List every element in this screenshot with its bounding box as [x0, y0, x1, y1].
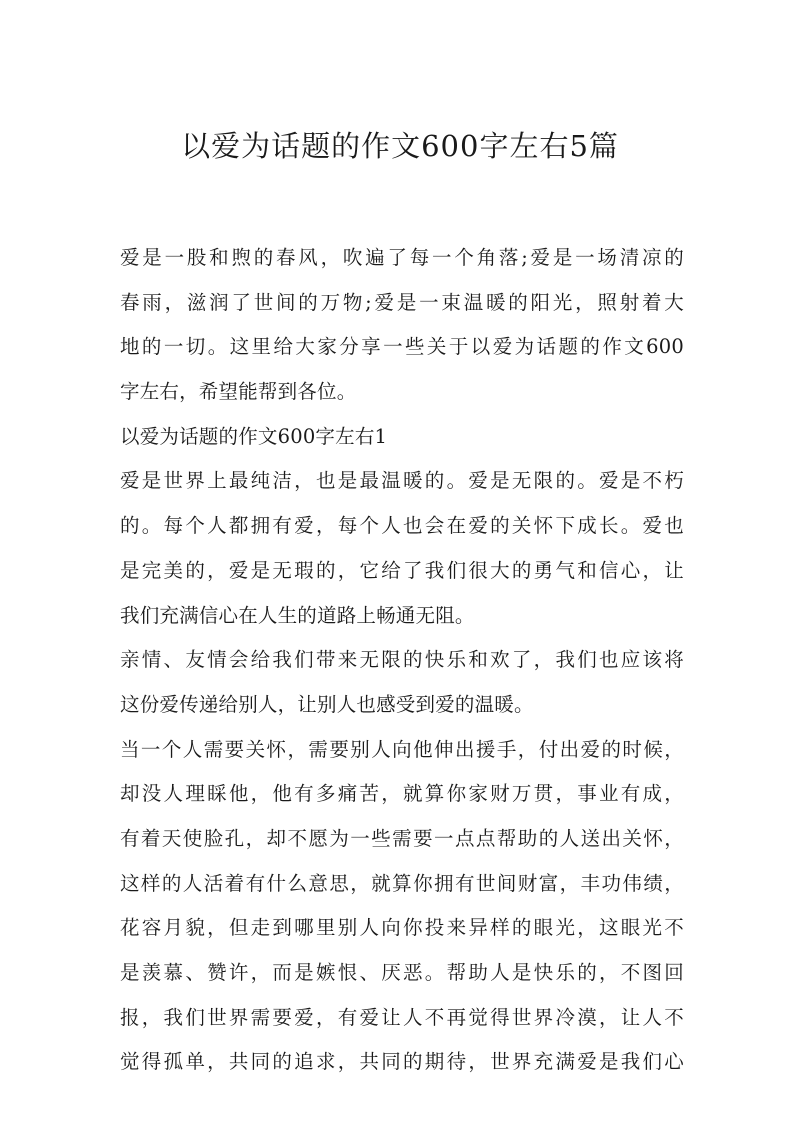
- paragraph-1: [120, 459, 684, 638]
- text-line: 当一个人需要关怀，需要别人向他伸出援手，付出爱的时候，: [120, 737, 684, 761]
- paragraph-2: [120, 638, 684, 727]
- text-line: 我们充满信心在人生的道路上畅通无阻。: [120, 603, 475, 627]
- text-line: 地的一切。这里给大家分享一些关于以爱为话题的作文600: [120, 335, 684, 359]
- text-line: 报，我们世界需要爱，有爱让人不再觉得世界冷漠，让人不: [120, 1005, 684, 1029]
- text-line: 爱是世界上最纯洁，也是最温暖的。爱是无限的。爱是不朽: [120, 469, 684, 493]
- text-line: 这样的人活着有什么意思，就算你拥有世间财富，丰功伟绩，: [120, 871, 684, 895]
- intro-paragraph: [120, 236, 684, 415]
- text-line: 的。每个人都拥有爱，每个人也会在爱的关怀下成长。爱也: [120, 514, 684, 538]
- text-line: 却没人理睬他，他有多痛苦，就算你家财万贯，事业有成，: [120, 782, 684, 806]
- text-line: 爱是一股和煦的春风，吹遍了每一个角落;爱是一场清凉的: [120, 246, 684, 269]
- text-line: 觉得孤单，共同的追求，共同的期待，世界充满爱是我们心: [120, 1050, 684, 1074]
- text-line: 这份爱传递给别人，让别人也感受到爱的温暖。: [120, 692, 534, 716]
- document-title: 以爱为话题的作文600字左右5篇: [181, 129, 619, 163]
- text-line: 是羡慕、赞许，而是嫉恨、厌恶。帮助人是快乐的，不图回: [120, 961, 684, 984]
- text-line: 字左右，希望能帮到各位。: [120, 380, 357, 404]
- text-line: 春雨，滋润了世间的万物;爱是一束温暖的阳光，照射着大: [120, 290, 684, 314]
- text-line: 花容月貌，但走到哪里别人向你投来异样的眼光，这眼光不: [120, 916, 684, 940]
- text-line: 亲情、友情会给我们带来无限的快乐和欢了，我们也应该将: [120, 648, 684, 672]
- section-heading: 以爱为话题的作文600字左右1: [120, 424, 388, 448]
- text-line: 有着天使脸孔，却不愿为一些需要一点点帮助的人送出关怀，: [120, 826, 684, 850]
- paragraph-3: [120, 728, 684, 1086]
- document-body: [120, 236, 684, 1085]
- text-line: 是完美的，爱是无瑕的，它给了我们很大的勇气和信心，让: [120, 558, 684, 582]
